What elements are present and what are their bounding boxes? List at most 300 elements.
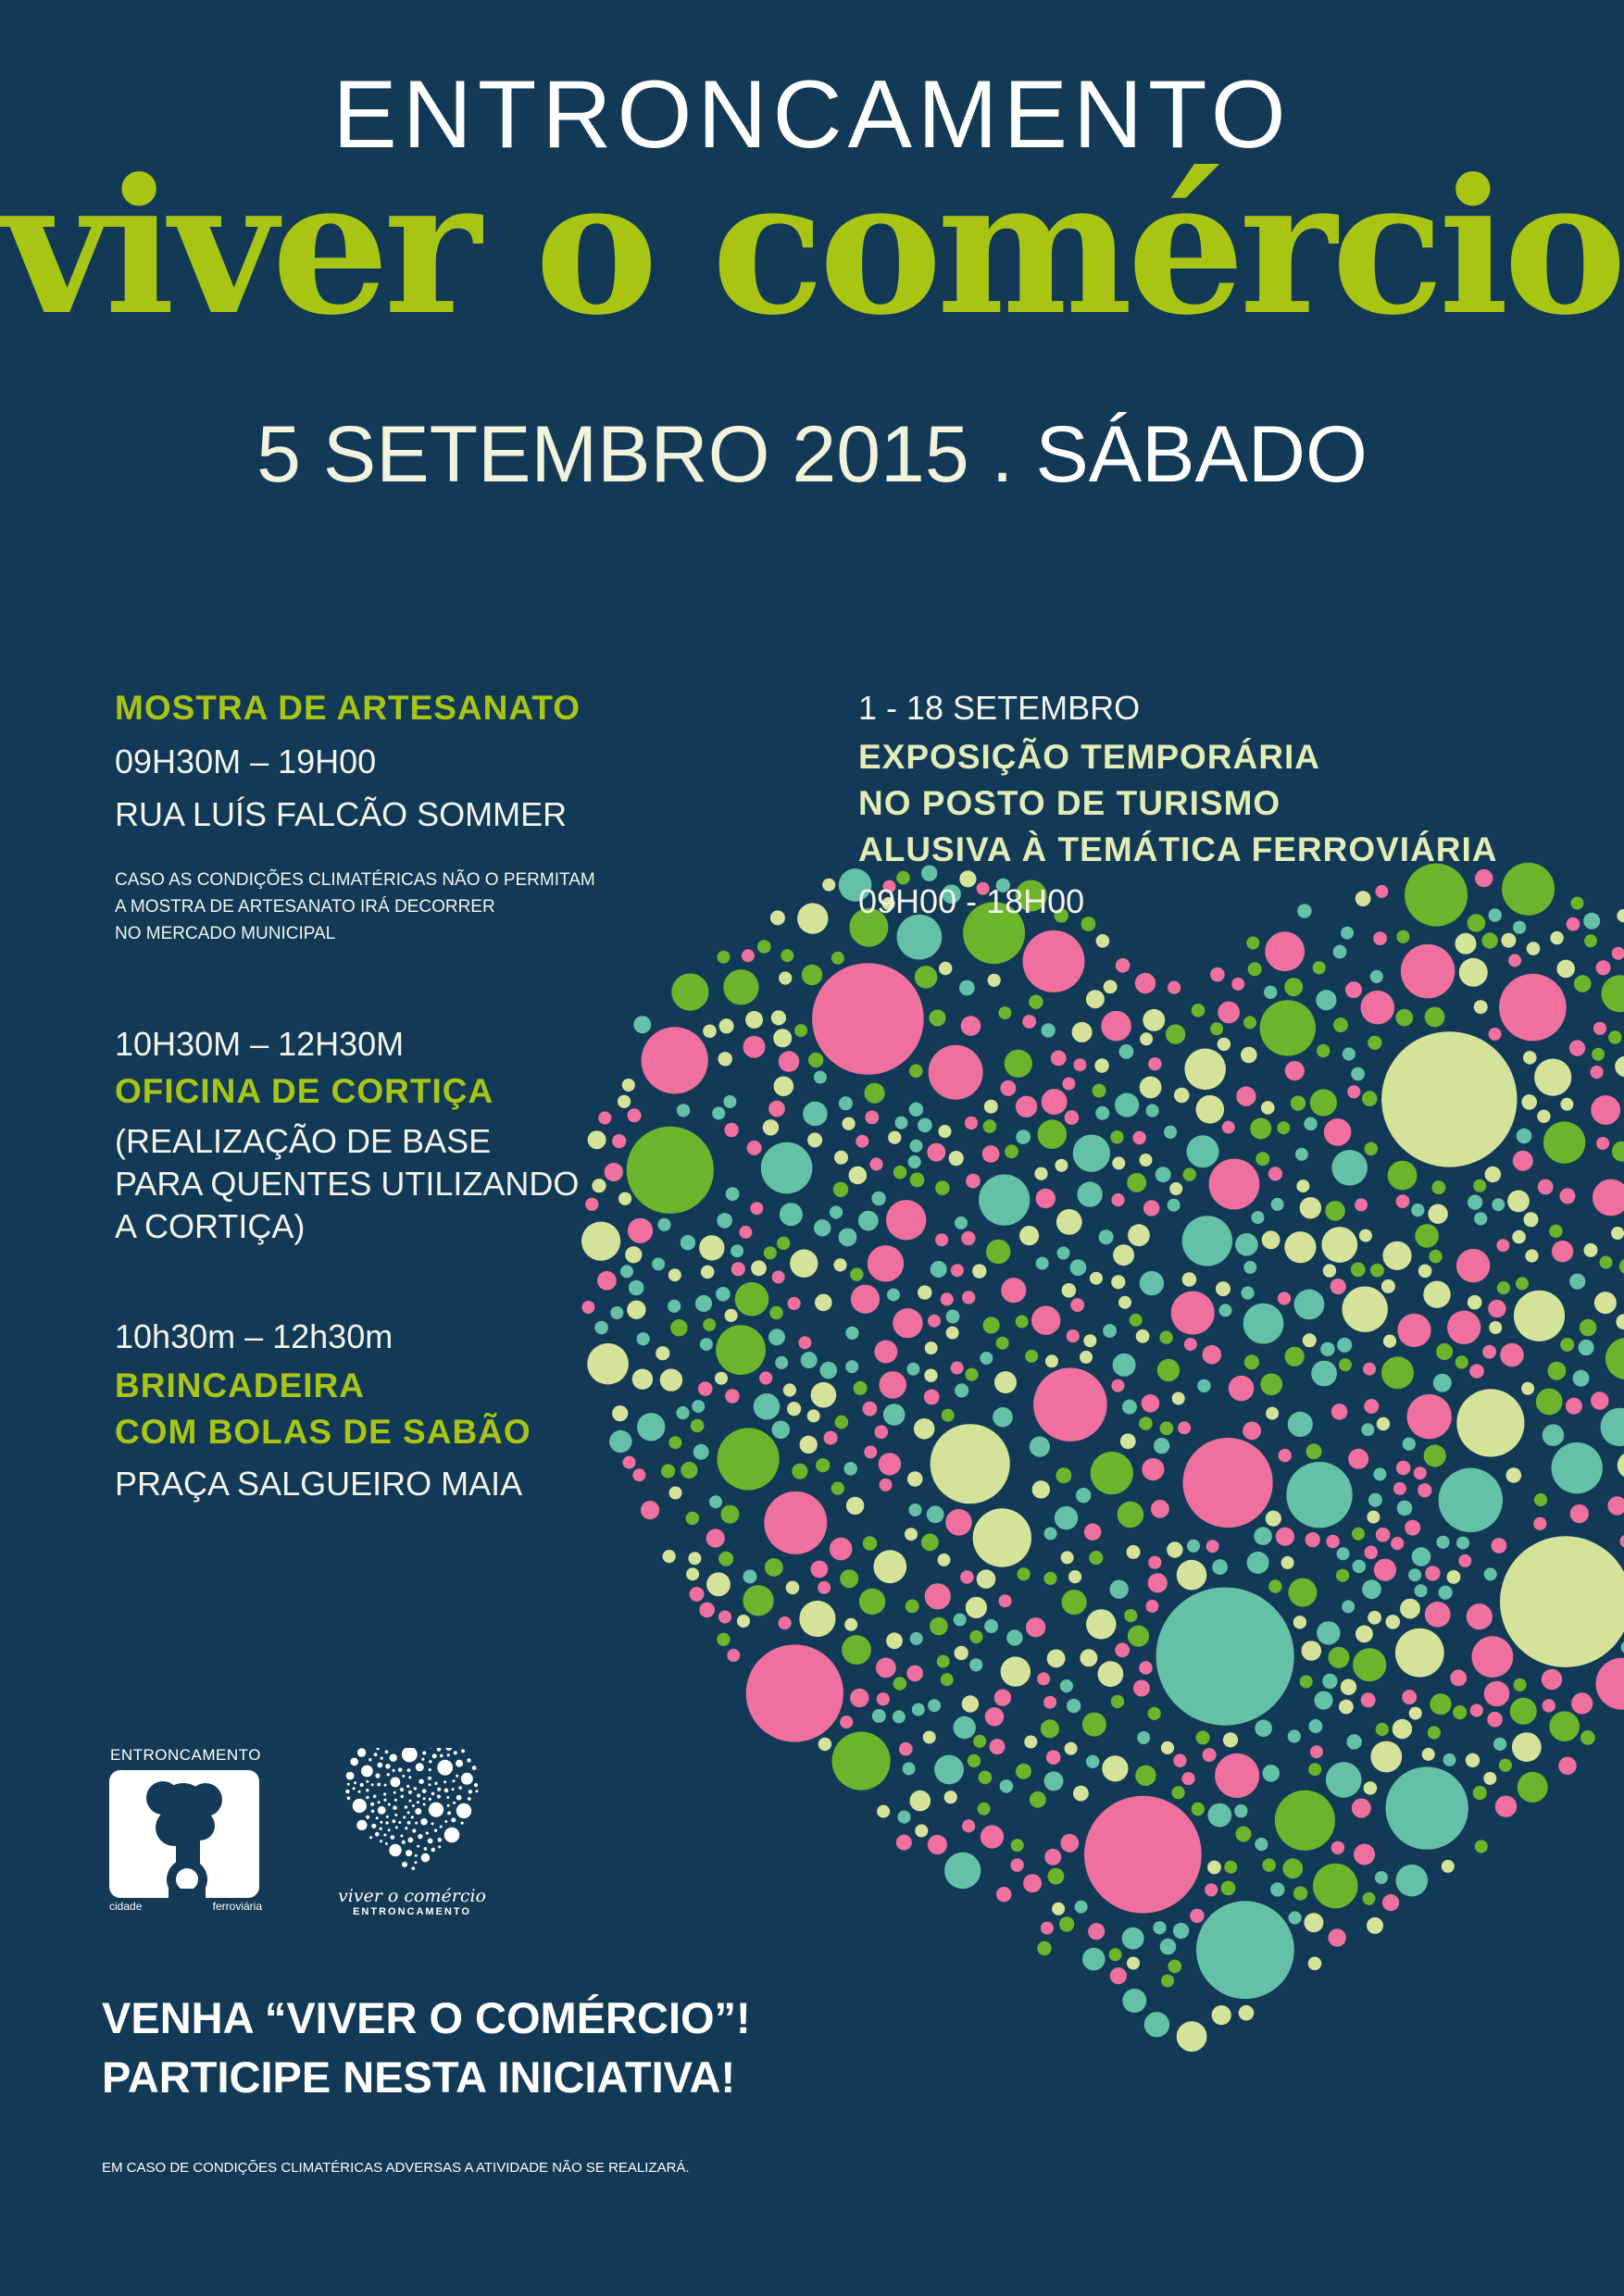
cortica-description [115,1120,689,1248]
bubble [1235,1233,1258,1256]
bubble [1345,981,1362,998]
bubble [834,1151,848,1165]
bubble [1393,1482,1406,1495]
bubble [1096,934,1110,948]
bubble [1393,1719,1412,1739]
cta-line-2: PARTICIPE NESTA INICIATIVA! [102,2053,736,2102]
bubble [1382,1242,1411,1270]
bubble [910,1791,931,1812]
bubble [981,1825,1004,1848]
bubble [1381,1279,1395,1293]
bubble [1591,1095,1620,1125]
bubble [1560,1188,1576,1204]
bubble [1538,1179,1554,1195]
bubble [924,1369,937,1382]
bubble [380,1828,382,1830]
bubble [383,1799,386,1802]
bubble [788,1297,801,1310]
bubble [401,1795,404,1798]
bubble [1492,1198,1505,1211]
bubble [961,1016,981,1036]
bubble [1436,1343,1453,1360]
bubble [1145,1600,1158,1613]
bubble [1329,1928,1346,1946]
bubble [883,1404,906,1426]
bubble [1159,1330,1172,1343]
bubble [831,1482,844,1495]
bubble [1400,1599,1420,1619]
bubble [996,1887,1011,1902]
bubble [703,1318,716,1331]
bubble [725,1309,738,1322]
bubble [1388,1161,1418,1191]
bubble [815,1294,832,1312]
bubble [437,1748,442,1752]
bubble [1203,1748,1217,1762]
bubble [811,1561,829,1578]
bubble [1137,1731,1150,1744]
bubble [1425,1602,1451,1628]
bubble [1073,1786,1089,1802]
bubble [444,1828,460,1843]
bubble [1080,1649,1097,1666]
city-logo-sub-right: ferroviária [212,1900,262,1913]
bubble [1433,1374,1452,1392]
bubble [1428,1204,1447,1224]
bubble [718,1552,733,1566]
bubble [1473,1179,1486,1192]
exposicao-dates: 1 - 18 SETEMBRO [858,689,1141,727]
bubble [1113,1354,1136,1377]
bubble [934,1755,964,1785]
bubble [1044,1771,1064,1791]
bubble [768,1101,785,1117]
bubble [385,1764,390,1768]
bubble [1543,1424,1565,1446]
bubble [1325,1201,1345,1221]
bubble [1090,1272,1103,1285]
bubble [1034,1167,1047,1180]
bubble [1261,1101,1275,1115]
bubble [954,1614,967,1627]
bubble [1326,1535,1339,1548]
bubble [346,1772,355,1780]
bubble [1041,1023,1055,1037]
bubble [750,1202,763,1215]
bubble [1140,1154,1153,1167]
bubble [773,1029,792,1047]
bubble [1183,1438,1273,1528]
bubble [688,1552,701,1565]
bubble [1569,1274,1585,1290]
bubble [832,1732,891,1791]
bubble [1361,1423,1374,1436]
bubble [453,1802,456,1804]
bubble [1458,1554,1471,1567]
bubble [1215,1753,1259,1798]
bubble [1347,1085,1360,1098]
bubble [1534,1059,1571,1096]
bubble [1030,1791,1046,1808]
bubble [747,1141,762,1155]
bubble [808,1053,823,1067]
bubble [1489,1321,1502,1334]
bubble [1022,1015,1036,1029]
bubble [1262,1858,1276,1872]
bubble [386,1816,389,1818]
bubble [1286,1462,1352,1528]
bubble [415,1808,421,1815]
bubble [1415,1224,1439,1248]
bubble [1111,1379,1124,1392]
bubble [1143,1200,1159,1216]
bubble [984,1100,998,1114]
bubble [1033,1367,1107,1441]
bubble [790,1250,818,1278]
bubble [807,1132,822,1147]
bubble [1192,1803,1205,1816]
weather-disclaimer: EM CASO DE CONDIÇÕES CLIMATÉRICAS ADVERSAS A ATIVIDADE NÃO SE REALIZARÁ. [102,2160,690,2176]
bubble [924,1390,940,1405]
bubble [850,1689,868,1707]
bubble [347,1783,350,1786]
bubble [880,1479,893,1491]
bubble [1521,1382,1534,1395]
bubble [1080,1351,1093,1364]
bubble [1094,1058,1108,1072]
bubble [1196,1095,1225,1124]
bubble [1514,1291,1565,1341]
bubble [1099,1229,1114,1244]
bubble [424,1847,428,1851]
bubble [1304,1913,1323,1932]
artesanato-block [115,687,689,947]
bubble [421,1853,431,1863]
bubble [1288,1578,1317,1607]
bubble [910,1173,925,1188]
bubble [1048,1868,1065,1885]
bubble [423,1803,426,1806]
bubble [1518,1772,1548,1803]
event-logo-subtitle: ENTRONCAMENTO [353,1906,471,1917]
bubble [1111,1695,1124,1708]
bubble [1254,1527,1272,1545]
bubble [1221,1881,1236,1896]
event-weekday: SÁBADO [1035,410,1368,499]
bubble [371,1783,374,1786]
bubble [822,879,835,892]
bubble [374,1753,378,1756]
bubble [1222,1121,1235,1134]
bubble [406,1850,412,1856]
bubble [1161,1741,1174,1754]
bubble [1362,1579,1381,1599]
bubble [769,1306,783,1320]
bubble [415,1861,418,1864]
bubble [1620,1535,1624,1548]
bubble [1415,1584,1428,1597]
bubble [1605,1338,1624,1379]
bubble [1514,1678,1527,1691]
bubble [1447,1311,1480,1344]
bubble [440,1754,443,1758]
bubble [912,1703,925,1716]
bubble [1383,1335,1396,1348]
bubble [731,1244,743,1257]
bubble [814,1219,831,1236]
bubble [1270,1882,1284,1896]
bubble [1439,1468,1503,1532]
bubble [863,1402,878,1416]
bubble [1223,1732,1238,1747]
bubble [366,1780,369,1783]
bubble [407,1768,411,1772]
bubble [935,1233,948,1246]
bubble [945,1509,972,1536]
bubble [371,1810,375,1814]
bubble [1391,1537,1404,1550]
bubble [723,1095,736,1108]
bubble [886,1632,903,1649]
bubble [906,1363,919,1376]
event-logo-title: viver o comércio [338,1886,486,1906]
bubble [438,1838,443,1842]
bubble [1060,1679,1073,1692]
bubble [906,1600,919,1614]
bubble [467,1758,470,1762]
bubble [1566,1398,1582,1415]
event-title: viver o comércio [2,139,1622,356]
bubble [1266,1511,1281,1527]
bubble [1316,990,1336,1010]
bubble [1291,1095,1305,1110]
bubble [999,1594,1012,1607]
bubble [392,1819,395,1823]
bubble [429,1760,431,1763]
bubble [1139,1661,1153,1675]
bubble [1242,1287,1255,1300]
bubble [998,1006,1011,1019]
bubble [879,1453,901,1475]
bubble [1304,1117,1318,1131]
bubble [1000,1080,1016,1096]
bubble [409,1800,412,1803]
bubble [1016,1764,1031,1779]
bubble [444,1820,447,1823]
bubble [389,1844,401,1856]
bubble [475,1790,478,1792]
bubble [772,1270,785,1283]
bubble [1276,1528,1294,1546]
bubble [1396,930,1409,943]
bubble [1468,1195,1482,1210]
bubble [1584,934,1597,947]
bubble [1130,1314,1143,1327]
steam-locomotive-icon [109,1770,259,1898]
bubble [969,1630,982,1643]
bubble [983,1316,1000,1333]
bubble [461,1822,464,1825]
bubble [1484,1681,1510,1707]
bubble [1279,1449,1292,1462]
bubble [1173,1754,1186,1767]
bubble [1236,1087,1255,1106]
bubble [701,1266,715,1279]
bubble [764,1491,827,1554]
bubble [1055,1506,1078,1529]
bubble [1016,1129,1031,1144]
bubble [962,1695,979,1712]
bubble [946,1327,959,1340]
bubble [840,1569,858,1588]
bubble [1088,1923,1105,1940]
bubble [1549,1711,1580,1741]
bubble [400,1788,404,1791]
bubble [1083,1334,1096,1347]
bubble [581,1301,594,1314]
bubble [949,1151,964,1166]
bubble [700,1338,713,1351]
bubble [1041,1922,1054,1935]
bubble [1168,981,1181,994]
bubble [777,1237,790,1250]
bubble [1333,945,1347,959]
bubble [663,1550,676,1563]
bubble [1534,1493,1547,1506]
bubble [1618,1452,1624,1479]
bubble [1122,1928,1144,1950]
bubble [408,1838,414,1843]
bubble [1343,1047,1355,1060]
bubble [979,1175,1030,1226]
bubble [1060,1834,1079,1853]
bubble [417,1801,419,1803]
bubble [393,1769,395,1772]
artesanato-place: RUA LUÍS FALCÃO SOMMER [115,795,568,834]
bubble [1506,1467,1522,1483]
bubble [1469,1364,1484,1379]
bubble [1619,1258,1624,1274]
bubble [1363,1892,1376,1905]
bubble [814,1071,827,1084]
bubble [1430,1693,1451,1715]
bubble [1324,1118,1352,1146]
bubble [1615,1056,1624,1077]
bubble [1558,1757,1576,1775]
bubble [366,1816,369,1819]
bubble [1525,1249,1538,1262]
bubble [380,1840,382,1842]
bubble [909,1103,923,1117]
bubble [1439,1586,1453,1600]
bubble [378,1806,386,1815]
bubble [434,1829,437,1832]
bubble [1396,1865,1429,1897]
city-logo-tagline [109,1900,262,1913]
bubble [1005,1144,1018,1158]
bubble [1001,1656,1031,1686]
bubble [910,1140,923,1153]
bubble [395,1826,398,1828]
bubble [1023,930,1085,992]
bubble [928,1835,947,1854]
bubble [1580,1319,1597,1337]
bubble [1513,1151,1533,1171]
bubble [366,1789,369,1791]
bubble [447,1804,450,1807]
bubble [718,1611,731,1624]
bubble [1607,1496,1624,1515]
bubble [1243,1422,1261,1441]
bubble [437,1788,441,1791]
bubble [1157,1359,1180,1381]
bubble [909,1064,923,1078]
bubble [1260,1373,1282,1395]
bubble [873,1550,906,1583]
bubble [717,1213,732,1229]
exposicao-title-line: NO POSTO DE TURISMO [858,784,1281,822]
bubble [799,1601,835,1637]
bubble [1119,1044,1134,1059]
bubble [1425,1566,1440,1580]
bubble [1523,1051,1537,1065]
bubble [1275,1791,1335,1851]
bubble [418,1834,422,1839]
bubble [1308,1957,1322,1971]
bubble [1497,1281,1510,1294]
bubble [438,1845,441,1848]
bubble [1513,921,1526,934]
bubble [1086,1609,1116,1639]
bubble [1268,1579,1281,1592]
bubble [1278,1292,1291,1304]
bubble [411,1866,415,1870]
bubble [1560,1338,1574,1352]
bubble [982,1145,1000,1163]
bubble [429,1768,431,1771]
bubble [412,1828,416,1832]
bubble [1018,1567,1031,1580]
bubble [903,1762,916,1775]
bubble [908,1155,921,1168]
bubble [1293,1886,1307,1900]
bubble [428,1777,431,1780]
bubble [816,1458,830,1472]
bubble [1115,1642,1130,1657]
bubble [927,1143,945,1162]
bubble [373,1795,377,1799]
bubble [1300,1197,1321,1218]
bubble [345,1790,349,1793]
bubble [1600,1256,1613,1269]
bubble [402,1775,405,1778]
bubble [1602,975,1624,1012]
bubble [1293,1616,1306,1628]
bubble [1475,1841,1488,1853]
bubble [1255,1720,1272,1738]
bubble [849,1167,868,1185]
bubble [1550,931,1563,944]
bubble [1196,1901,1294,1999]
bubble [1171,1292,1215,1335]
bubble [371,1824,376,1828]
bubble [742,949,755,962]
bubble [1488,1300,1505,1317]
bubble [1160,1421,1174,1435]
bubble [1364,1546,1378,1560]
bubble [652,1257,665,1270]
bubble [1246,937,1259,950]
